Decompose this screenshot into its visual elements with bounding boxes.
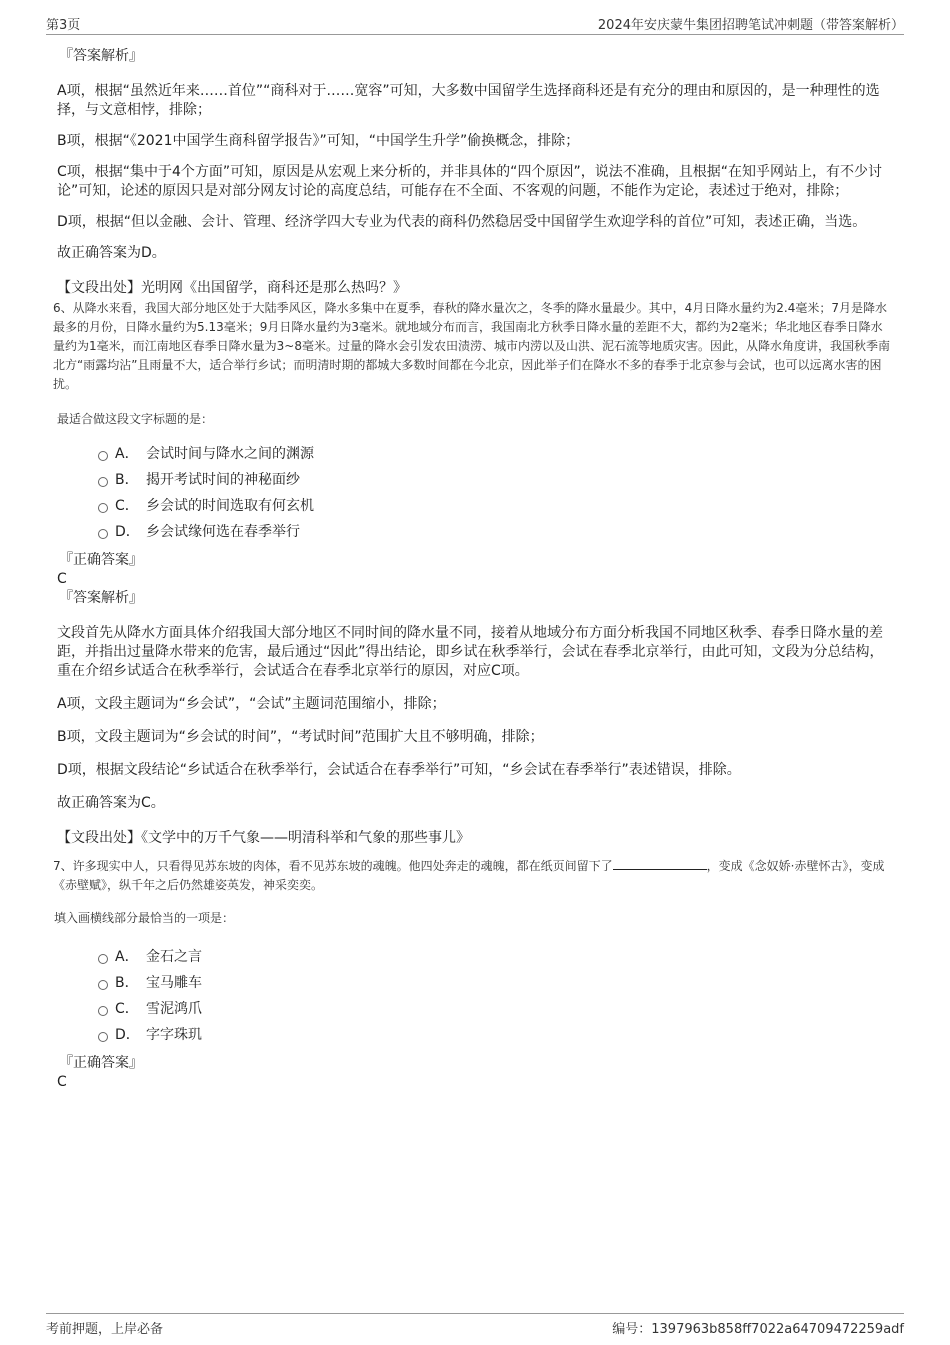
option-letter: A． [115, 446, 139, 462]
document-title: 2024年安庆蒙牛集团招聘笔试冲刺题（带答案解析） [597, 18, 904, 33]
analysis-option-a: A项，文段主题词为“乡会试”，“会试”主题词范围缩小，排除； [57, 696, 446, 712]
page-number: 第3页 [46, 18, 81, 33]
radio-icon[interactable] [98, 477, 108, 487]
radio-icon[interactable] [98, 529, 108, 539]
option-letter: A． [115, 949, 139, 965]
option-text: 宝马雕车 [146, 975, 202, 991]
page-footer [46, 1313, 904, 1336]
option-letter: C． [115, 1001, 139, 1017]
option-letter: D． [115, 524, 140, 540]
option-text: 雪泥鸿爪 [146, 1001, 202, 1017]
option-a[interactable] [57, 944, 892, 970]
analysis-option-c: C项，根据“集中于4个方面”可知，原因是从宏观上来分析的，并非具体的“四个原因”，说法不准确，且根据“在知乎网站上，有不少讨论”可知，论述的原因只是对部分网友讨论的高度总结，可能存在不全面、不客观的问题，不能作为定论，表述过于绝对，排除； [57, 164, 882, 199]
option-letter: B． [115, 975, 139, 991]
question-7-prompt: 填入画横线部分最恰当的一项是： [54, 911, 235, 925]
radio-icon[interactable] [98, 1032, 108, 1042]
correct-answer: C [57, 1074, 67, 1090]
page-content [53, 47, 892, 1092]
correct-answer-label: 『正确答案』 [59, 552, 143, 568]
option-d[interactable] [57, 519, 892, 545]
analysis-intro: 文段首先从降水方面具体介绍我国大部分地区不同时间的降水量不同，接着从地域分布方面分析我国不同地区秋季、春季日降水量的差距，并指出过量降水带来的危害，最后通过“因此”得出结论，即乡试在秋季举行，会试在春季北京举行，由此可知，文段为分总结构，重在介绍乡试适合在秋季举行，会试适合在春季北京举行的原因，对应C项。 [57, 625, 884, 679]
option-text: 会试时间与降水之间的渊源 [146, 446, 314, 462]
passage-after-blank: ，变成《念奴娇·赤壁怀古》，变成《赤壁赋》，纵千年之后仍然雄姿英发，神采奕奕。 [53, 859, 885, 892]
question-7-options [57, 944, 892, 1048]
passage-source: 【文段出处】光明网《出国留学，商科还是那么热吗？》 [57, 280, 407, 296]
passage-source: 【文段出处】《文学中的万千气象——明清科举和气象的那些事儿》 [57, 830, 470, 846]
analysis-option-d: D项，根据“但以金融、会计、管理、经济学四大专业为代表的商科仍然稳居受中国留学生欢迎学科的首位”可知，表述正确，当选。 [57, 214, 867, 230]
document-serial: 编号：1397963b858ff7022a64709472259adf [612, 1322, 904, 1337]
option-a[interactable] [57, 441, 892, 467]
option-b[interactable] [57, 467, 892, 493]
option-letter: C． [115, 498, 139, 514]
option-letter: B． [115, 472, 139, 488]
radio-icon[interactable] [98, 503, 108, 513]
option-c[interactable] [57, 493, 892, 519]
analysis-option-a: A项，根据“虽然近年来……首位”“商科对于……宽容”可知，大多数中国留学生选择商科还是有充分的理由和原因的，是一种理性的选择，与文意相悖，排除； [57, 83, 880, 118]
passage-before-blank: 7、许多现实中人，只看得见苏东坡的肉体，看不见苏东坡的魂魄。他四处奔走的魂魄，都在纸页间留下了 [53, 859, 613, 873]
question-7-passage [53, 857, 892, 895]
correct-answer-label: 『正确答案』 [59, 1055, 143, 1071]
option-text: 金石之言 [146, 949, 202, 965]
option-letter: D． [115, 1027, 140, 1043]
analysis-label: 『答案解析』 [59, 48, 143, 64]
fill-blank [613, 857, 707, 870]
option-text: 乡会试的时间选取有何玄机 [146, 498, 314, 514]
analysis-label: 『答案解析』 [59, 590, 143, 606]
question-6-options [57, 441, 892, 545]
footer-slogan: 考前押题，上岸必备 [46, 1322, 164, 1337]
radio-icon[interactable] [98, 451, 108, 461]
radio-icon[interactable] [98, 980, 108, 990]
page-header [46, 12, 904, 35]
analysis-option-b: B项，文段主题词为“乡会试的时间”，“考试时间”范围扩大且不够明确，排除； [57, 729, 544, 745]
analysis-option-b: B项，根据“《2021中国学生商科留学报告》”可知，“中国学生升学”偷换概念，排除； [57, 133, 580, 149]
question-6-prompt: 最适合做这段文字标题的是： [57, 412, 214, 426]
option-b[interactable] [57, 970, 892, 996]
option-c[interactable] [57, 996, 892, 1022]
answer-conclusion: 故正确答案为C。 [57, 795, 165, 811]
analysis-option-d: D项，根据文段结论“乡试适合在秋季举行，会试适合在春季举行”可知，“乡会试在春季举行”表述错误，排除。 [57, 762, 741, 778]
radio-icon[interactable] [98, 1006, 108, 1016]
option-text: 乡会试缘何选在春季举行 [146, 524, 300, 540]
option-text: 字字珠玑 [146, 1027, 202, 1043]
correct-answer: C [57, 571, 67, 587]
option-text: 揭开考试时间的神秘面纱 [146, 472, 300, 488]
answer-conclusion: 故正确答案为D。 [57, 245, 166, 261]
question-6-passage: 6、从降水来看，我国大部分地区处于大陆季风区，降水多集中在夏季，春秋的降水量次之，冬季的降水量最少。其中，4月日降水量约为2.4毫米；7月是降水最多的月份，日降水量约为5.13毫米；9月日降水量约为3毫米。就地域分布而言，我国南北方秋季日降水量的差距不大，都约为2毫米；华北地区春季日降水量约为1毫米，而江南地区春季日降水量为3~8毫米。过量的降水会引发农田渍涝、城市内涝以及山洪、泥石流等地质灾害。因此，从降水角度讲，我国秋季南北方“雨露均沾”且雨量不大，适合举行乡试；而明清时期的都城大多数时间都在今北京，因此举子们在降水不多的春季于北京参与会试，也可以远离水害的困扰。 [53, 301, 890, 391]
option-d[interactable] [57, 1022, 892, 1048]
radio-icon[interactable] [98, 954, 108, 964]
